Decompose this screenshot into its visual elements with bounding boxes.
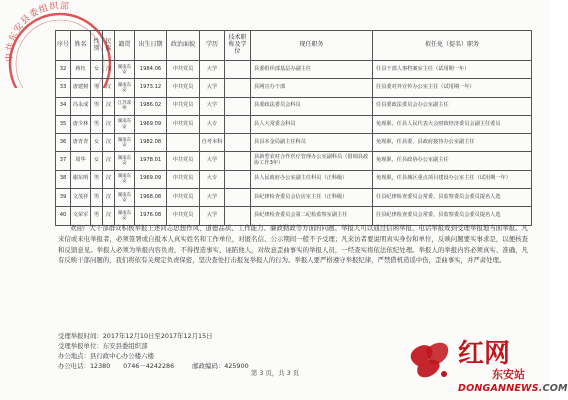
cell-edu: 大学 — [200, 152, 225, 170]
addr-value: 县行政中心办公楼六楼 — [89, 352, 154, 360]
cell-ethnic: 汉 — [103, 207, 115, 225]
cell-birth: 1968.08 — [135, 189, 167, 207]
cell-current-post: 县人民政府办公室副主任科员（正科级） — [251, 170, 373, 188]
header-title: 技术职称及学位 — [225, 31, 251, 61]
contact-address — [58, 351, 358, 361]
cell-origin: 湖南东安 — [115, 170, 135, 188]
period-value: 2017年12月10日至2017年12月15日 — [102, 332, 213, 340]
cell-current-post: 县纪律检查委员会第二纪检监察室副主任 — [251, 207, 373, 225]
header-name: 姓名 — [71, 31, 91, 61]
header-current-post: 现任职务 — [251, 31, 373, 61]
cell-origin: 湖南东安 — [115, 79, 135, 97]
cell-edu: 大学 — [200, 97, 225, 115]
cell-name: 冯永成 — [71, 97, 91, 115]
cell-no: 33 — [56, 79, 71, 97]
org-value: 东安县委组织部 — [102, 342, 148, 350]
cell-ethnic: 汉 — [103, 61, 115, 79]
cell-title — [225, 79, 251, 97]
cell-proposed-post: 任县纪律检查委员会常委、县监察委员会委员提名人选 — [373, 207, 532, 225]
cell-edu: 大学 — [200, 207, 225, 225]
cell-name: 蒋钰 — [71, 61, 91, 79]
table-row — [56, 134, 532, 152]
addr-label: 办公地点： — [58, 352, 90, 360]
cell-current-post: 县委政法委员会科员 — [251, 97, 373, 115]
header-proposed-post: 拟任免（提名）职务 — [373, 31, 532, 61]
cell-title — [225, 61, 251, 79]
header-ethnic: 民族 — [103, 31, 115, 61]
cell-origin: 湖南东安 — [115, 134, 135, 152]
cell-origin: 湖南东安 — [115, 152, 135, 170]
cell-no: 35 — [56, 115, 71, 133]
cell-birth: 1978.01 — [135, 152, 167, 170]
table-row — [56, 115, 532, 133]
cell-name: 唐青青 — [71, 134, 91, 152]
table-header-row — [56, 31, 532, 61]
period-label: 受理举报时间： — [58, 332, 103, 340]
table-row — [56, 189, 532, 207]
cell-title — [225, 189, 251, 207]
cell-sex: 男 — [91, 189, 103, 207]
cell-edu: 大学 — [200, 79, 225, 97]
post-value: 425900 — [224, 362, 249, 370]
cell-ethnic: 汉 — [103, 152, 115, 170]
cell-edu: 大专 — [200, 170, 225, 188]
cell-proposed-post: 任县纪律检查委员会常委、县监察委员会委员提名人选 — [373, 189, 532, 207]
cell-proposed-post: 免现职，任县政协办公室副主任 — [373, 152, 532, 170]
contact-period — [58, 331, 358, 341]
cell-birth: 1986.02 — [135, 97, 167, 115]
cell-proposed-post: 免现职，任县委、县政府接待办公室副主任 — [373, 134, 532, 152]
cell-no: 34 — [56, 97, 71, 115]
org-label: 受理举报单位： — [58, 342, 103, 350]
cell-birth: 1984.06 — [135, 61, 167, 79]
cell-proposed-post: 任县干部人事档案室主任（试用期一年） — [373, 61, 532, 79]
cell-proposed-post: 任县委对外宣传办公室主任（试用期一年） — [373, 79, 532, 97]
cell-proposed-post: 免现职，任县人民代表大会财政经济委员会副主任委员 — [373, 115, 532, 133]
cell-party: 中共党员 — [167, 207, 200, 225]
cell-no: 32 — [56, 61, 71, 79]
station-text: 东安站 — [492, 368, 525, 381]
cell-ethnic: 汉 — [103, 79, 115, 97]
table-row — [56, 97, 532, 115]
cell-name: 唐建树 — [71, 79, 91, 97]
site-url-suffix: .COM — [538, 383, 568, 394]
cell-proposed-post: 免现职，任县城区重点项目建设办公室主任（试用期一年） — [373, 170, 532, 188]
cell-current-post: 县人大常委会科员 — [251, 115, 373, 133]
header-birth: 出生日期 — [135, 31, 167, 61]
cell-ethnic: 汉 — [103, 115, 115, 133]
cadre-roster-table — [55, 30, 532, 226]
header-no: 序号 — [56, 31, 71, 61]
cell-name: 文荣军 — [71, 207, 91, 225]
cell-sex: 男 — [91, 97, 103, 115]
cell-birth: 1969.09 — [135, 170, 167, 188]
cell-name: 谢东明 — [71, 170, 91, 188]
brand-text: 红网 — [458, 339, 511, 369]
cell-sex: 女 — [91, 134, 103, 152]
cell-sex: 男 — [91, 170, 103, 188]
notice-paragraph: 欢迎广大干部群众积极举报上述同志思想作风、道德品质、工作能力、廉政勤政等方面的问题。举报人可以通过信函举报、电话举报或到受理举报地当面举报。凡来信或来电举报者，必须签署或自报本人真实姓名和工作单位，对匿名信、公示期间一般不予受理；凡来访者要说明真实身份和单位，反映问题要实事求是，以便核查和反馈意见。举报人必须为举报内容负责，不得捏造事实、诬陷他人，对故意歪曲事实的举报人员，一经查实将依法依纪处理。举报人的举报内容必须真实、准确，凡有反映干部问题的，我们将依有关规定负责保密，坚决查处打击报复举报人的行为。举报人要严格遵守举报纪律，严禁借机造谣中伤，歪曲事实，并严肃处理。 — [58, 224, 528, 265]
table-row — [56, 170, 532, 188]
cell-ethnic: 汉 — [103, 189, 115, 207]
cell-current-post: 县委组织部基层办副主任 — [251, 61, 373, 79]
post-label: 邮政编码： — [192, 362, 225, 370]
cell-birth: 1973.12 — [135, 79, 167, 97]
cell-party: 中共党员 — [167, 97, 200, 115]
cell-sex: 男 — [91, 115, 103, 133]
cell-sex: 男 — [91, 207, 103, 225]
cell-origin: 湖南东安 — [115, 189, 135, 207]
cell-origin: 湖南东安 — [115, 207, 135, 225]
cell-origin: 湖南东安 — [115, 115, 135, 133]
cell-ethnic: 汉 — [103, 134, 115, 152]
table-row — [56, 152, 532, 170]
cell-party: 中共党员 — [167, 61, 200, 79]
cell-title — [225, 152, 251, 170]
cell-no: 39 — [56, 189, 71, 207]
header-edu: 学历 — [200, 31, 225, 61]
phone-label: 办公电话： — [58, 362, 90, 370]
site-url — [458, 383, 568, 394]
cell-ethnic: 汉 — [103, 97, 115, 115]
header-sex: 性别 — [91, 31, 103, 61]
cell-no: 38 — [56, 170, 71, 188]
contact-org — [58, 341, 358, 351]
cell-no: 37 — [56, 152, 71, 170]
table-row — [56, 79, 532, 97]
page-number: 第 3 页，共 3 页 — [250, 369, 300, 377]
cell-sex: 女 — [91, 152, 103, 170]
table-row — [56, 61, 532, 79]
cell-sex: 男 — [91, 79, 103, 97]
cell-title — [225, 134, 251, 152]
cell-edu: 大学 — [200, 61, 225, 79]
cell-party: 中共党员 — [167, 79, 200, 97]
cell-current-post: 县网宣办干部 — [251, 79, 373, 97]
cell-origin: 湖南东安 — [115, 61, 135, 79]
cell-current-post: 县县本金局副主任科员 — [251, 134, 373, 152]
phone-value: 12380 0746－4242286 — [89, 362, 175, 370]
cell-edu: 自考本科 — [200, 134, 225, 152]
cell-ethnic: 汉 — [103, 170, 115, 188]
cell-birth: 1982.08 — [135, 134, 167, 152]
header-party: 政治面貌 — [167, 31, 200, 61]
cell-current-post: 县纪律检查委员会信访室主任（正科级） — [251, 189, 373, 207]
cell-name: 文茂祥 — [71, 189, 91, 207]
cell-no: 36 — [56, 134, 71, 152]
cell-edu: 大学 — [200, 189, 225, 207]
cell-party: 中共党员 — [167, 189, 200, 207]
cell-name: 唐少林 — [71, 115, 91, 133]
cell-birth: 1976.08 — [135, 207, 167, 225]
cell-title — [225, 115, 251, 133]
cell-title — [225, 170, 251, 188]
cell-origin: 江苏邳州 — [115, 97, 135, 115]
cell-current-post: 县新型农村合作医疗管理办公室副科员（借调县政协工作3年） — [251, 152, 373, 170]
cell-proposed-post: 任县委政法委员会办公室副主任 — [373, 97, 532, 115]
cell-sex: 女 — [91, 61, 103, 79]
svg-text:中共东安县委组织部: 中共东安县委组织部 — [5, 1, 71, 63]
cell-edu: 大专 — [200, 115, 225, 133]
cell-party — [167, 134, 200, 152]
cell-no: 40 — [56, 207, 71, 225]
cell-name: 周华 — [71, 152, 91, 170]
cell-title — [225, 97, 251, 115]
cell-party: 中共党员 — [167, 170, 200, 188]
site-url-main: DONGANNEWS — [458, 383, 539, 394]
cell-party: 中共党员 — [167, 115, 200, 133]
header-origin: 籍贯 — [115, 31, 135, 61]
cell-party: 中共党员 — [167, 152, 200, 170]
cell-birth: 1969.09 — [135, 115, 167, 133]
